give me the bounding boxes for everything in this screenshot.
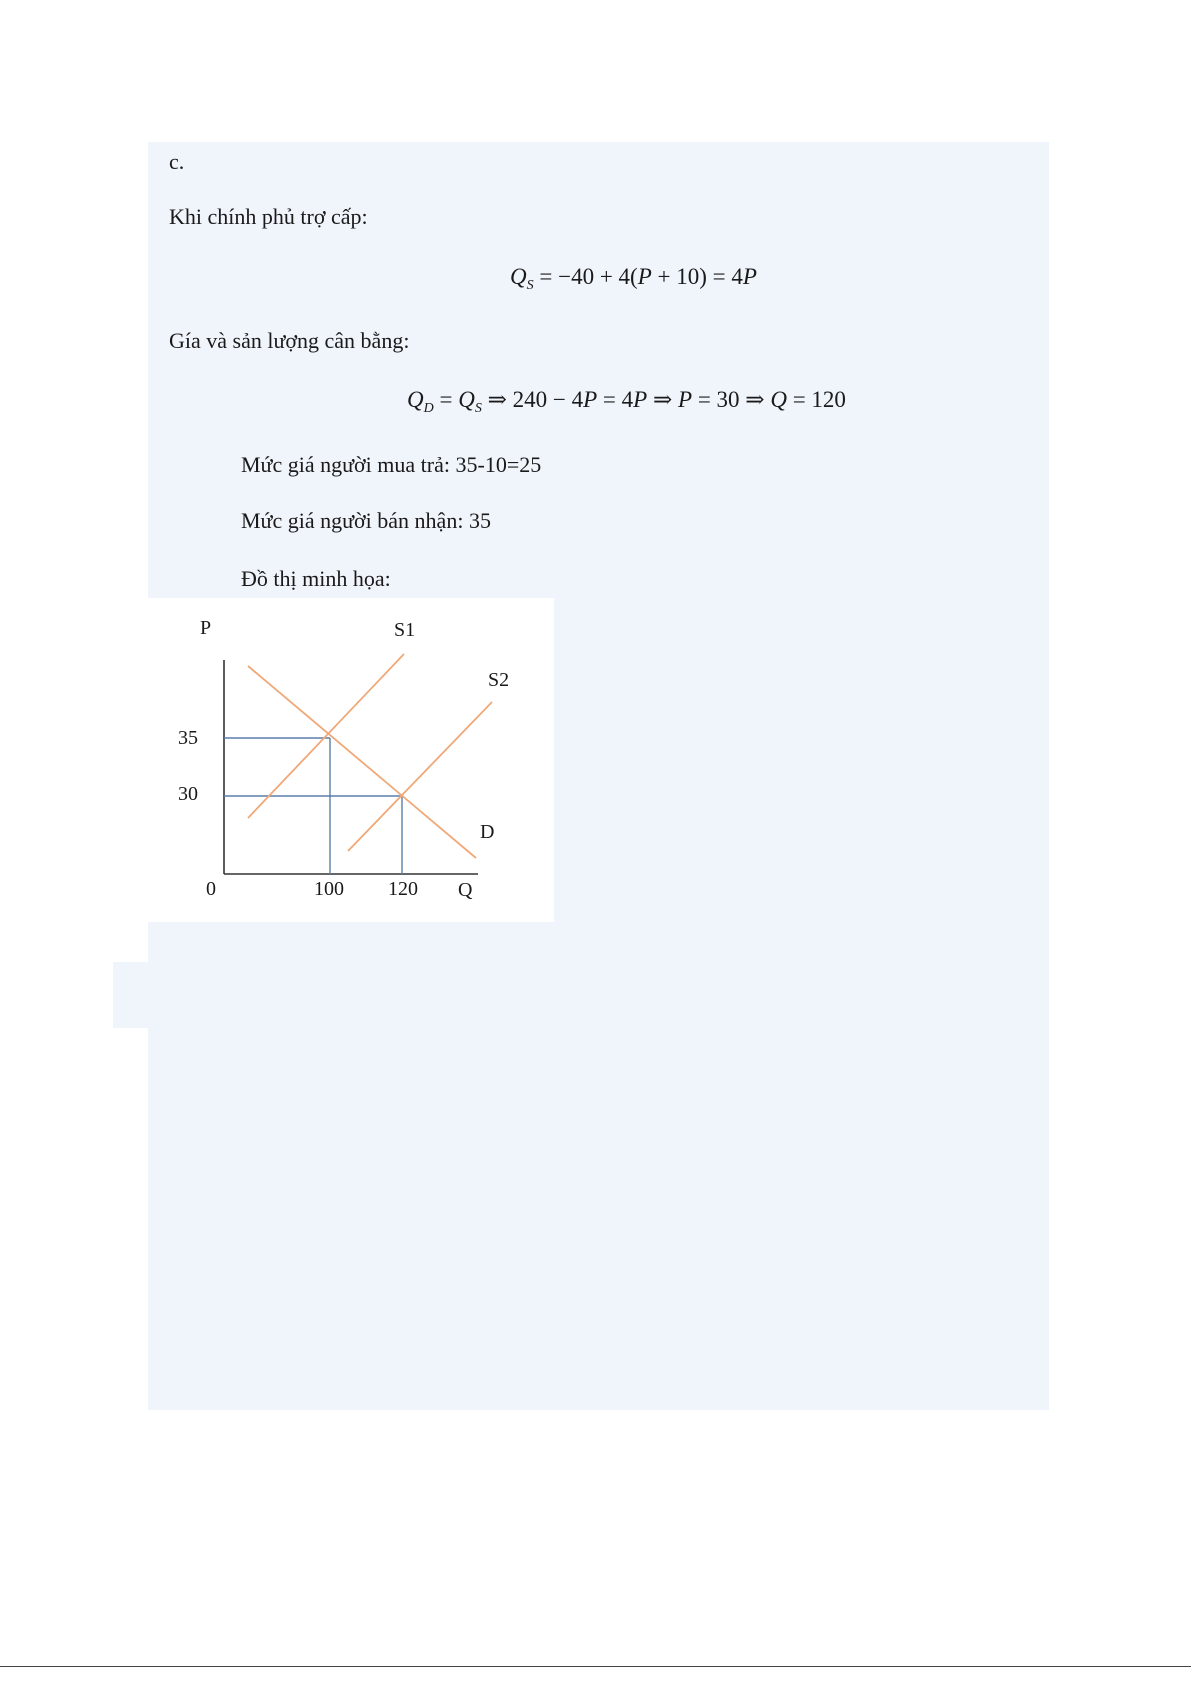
y-tick-30: 30 <box>178 783 198 805</box>
subsidy-intro: Khi chính phủ trợ cấp: <box>169 204 368 229</box>
x-axis-label: Q <box>458 879 473 901</box>
x-tick-120: 120 <box>388 878 418 900</box>
footer-rule <box>0 1666 1191 1667</box>
supply-demand-chart <box>148 598 554 922</box>
series-label-s2: S2 <box>488 669 510 691</box>
chart-svg <box>148 598 554 922</box>
origin-label: 0 <box>206 878 216 900</box>
buyer-price-text: Mức giá người mua trả: 35-10=25 <box>241 452 542 477</box>
supply-curve-s2 <box>348 702 495 851</box>
series-label-s1: S1 <box>394 619 416 641</box>
y-tick-35: 35 <box>178 727 198 749</box>
graph-intro: Đồ thị minh họa: <box>241 566 391 591</box>
seller-price-text: Mức giá người bán nhận: 35 <box>241 508 491 533</box>
series-label-d: D <box>480 821 495 843</box>
demand-curve-d <box>248 666 476 858</box>
page-background-notch <box>113 962 153 1028</box>
y-axis-label: P <box>200 617 212 639</box>
equilibrium-intro: Gía và sản lượng cân bằng: <box>169 328 410 353</box>
equilibrium-equation: $Q_D = Q_S$ ⇒ 240 − 4P = 4P ⇒ P = 30 ⇒ Q = 120 <box>407 387 846 416</box>
x-tick-100: 100 <box>314 878 344 900</box>
supply-equation: $Q_S = -40 + 4(P + 10) = 4P$ <box>510 264 757 293</box>
section-label: c. <box>169 149 185 174</box>
supply-curve-s1 <box>248 654 404 818</box>
